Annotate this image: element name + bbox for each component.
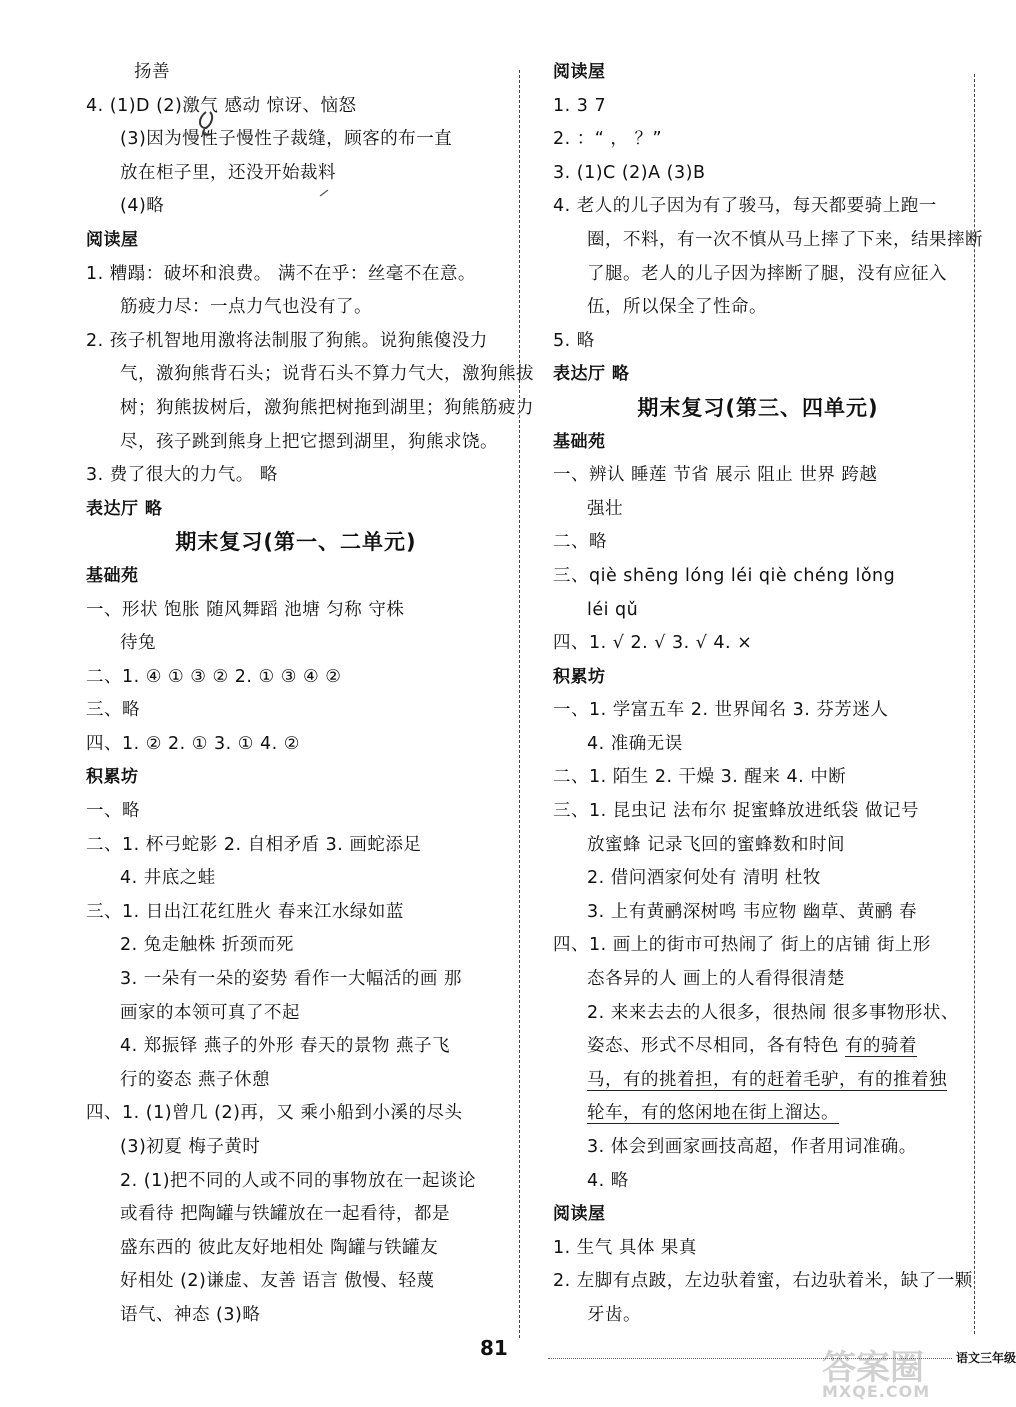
page-edge-line [974, 74, 975, 1334]
answer-line: 1. 生气 具体 果真 [553, 1237, 697, 1258]
answer-line: 画家的本领可真了不起 [120, 1002, 300, 1023]
answer-line: 二、略 [553, 532, 607, 553]
answer-line: 1. 3 7 [553, 95, 607, 116]
answer-line: 2. 孩子机智地用激将法制服了狗熊。说狗熊傻没力 [86, 330, 488, 351]
answer-line: 牙齿。 [587, 1304, 641, 1325]
answer-line: 一、1. 学富五车 2. 世界闻名 3. 芬芳迷人 [553, 700, 889, 721]
section-heading: 积累坊 [86, 767, 139, 788]
answer-line: 4. 略 [587, 1170, 629, 1191]
answer-line: 一、形状 饱胀 随风舞蹈 池塘 匀称 守株 [86, 599, 405, 620]
answer-line: 2. 兔走触株 折颈而死 [120, 935, 294, 956]
handwriting-mark [192, 104, 322, 214]
answer-line: 3. 体会到画家画技高超，作者用词准确。 [587, 1137, 917, 1157]
answer-line: 三、1. 昆虫记 法布尔 捉蜜蜂放进纸袋 做记号 [553, 801, 919, 822]
answer-line: 尽，孩子跳到熊身上把它摁到湖里，狗熊求饶。 [120, 431, 498, 452]
answer-line: 好相处 (2)谦虚、友善 语言 傲慢、轻蔑 [120, 1271, 435, 1292]
section-heading: 阅读屋 [86, 229, 139, 250]
answer-line: 3. 费了很大的力气。 略 [86, 465, 278, 486]
left-column [86, 56, 534, 1333]
answer-line: 3. (1)C (2)A (3)B [553, 162, 706, 183]
answer-line: 了腿。老人的儿子因为摔断了腿，没有应征入 [587, 263, 947, 284]
section-heading: 积累坊 [553, 666, 606, 687]
answer-line: 或看待 把陶罐与铁罐放在一起看待，都是 [120, 1204, 451, 1225]
answer-line: 圈，不料，有一次不慎从马上摔了下来，结果摔断 [587, 229, 983, 250]
answer-line: 放蜜蜂 记录飞回的蜜蜂数和时间 [587, 834, 846, 855]
column-divider [519, 70, 520, 1338]
answer-line: 三、qiè shēng lóng léi qiè chéng lǒng [553, 565, 896, 586]
answer-line: 行的姿态 燕子休憩 [120, 1069, 271, 1090]
answer-line: 4. 井底之蛙 [120, 868, 216, 889]
answer-line: (3)初夏 梅子黄时 [120, 1137, 261, 1157]
answer-line: 2. 来来去去的人很多，很热闹 很多事物形状、 [587, 1002, 959, 1023]
answer-line: 三、略 [86, 700, 140, 721]
answer-line: 四、1. 画上的街市可热闹了 街上的店铺 街上形 [553, 935, 931, 956]
answer-line [553, 1097, 963, 1131]
answer-line: 气，激狗熊背石头；说背石头不算力气大，激狗熊拔 [120, 364, 534, 385]
answer-line: 强壮 [587, 498, 623, 519]
answer-line: 4. (1)D (2)激气 感动 惊讶、恼怒 [86, 95, 357, 116]
watermark-url: MXQE.COM [822, 1382, 931, 1401]
section-heading: 基础苑 [553, 431, 606, 452]
answer-line: 筋疲力尽：一点力气也没有了。 [120, 297, 372, 318]
footer-subject: 语文三年级 [956, 1351, 1016, 1365]
answer-line: 四、1. (1)曾几 (2)再，又 乘小船到小溪的尽头 [86, 1103, 463, 1124]
answer-line: léi qǔ [587, 599, 639, 620]
answer-line: 二、1. 杯弓蛇影 2. 自相矛盾 3. 画蛇添足 [86, 834, 422, 855]
answer-line: 放在柜子里，还没开始裁料 [120, 162, 336, 183]
answer-line: 二、1. ④ ① ③ ② 2. ① ③ ④ ② [86, 666, 342, 687]
answer-line: (4)略 [120, 196, 165, 217]
answer-line: 1. 糟蹋：破坏和浪费。 满不在乎：丝毫不在意。 [86, 263, 476, 284]
answer-line: 4. 郑振铎 燕子的外形 春天的景物 燕子飞 [120, 1036, 450, 1057]
section-heading: 基础苑 [86, 565, 139, 586]
answer-line: 2. 借问酒家何处有 清明 杜牧 [587, 868, 821, 889]
answer-line: 待兔 [120, 633, 156, 654]
answer-line: 伍，所以保全了性命。 [587, 297, 767, 318]
answer-line: 3. 一朵有一朵的姿势 看作一大幅活的画 那 [120, 969, 462, 990]
answer-line: 盛东西的 彼此友好地相处 陶罐与铁罐友 [120, 1237, 439, 1258]
section-heading: 阅读屋 [553, 1204, 606, 1225]
underlined-text: 马，有的挑着担，有的赶着毛驴，有的推着独 [587, 1069, 947, 1090]
right-column [553, 56, 983, 1333]
answer-line: 四、1. √ 2. √ 3. √ 4. × [553, 633, 753, 654]
answer-line: 5. 略 [553, 330, 595, 351]
page-number: 81 [480, 1336, 508, 1360]
answer-line: 4. 准确无误 [587, 733, 683, 754]
answer-line: 树；狗熊拔树后，激狗熊把树拖到湖里；狗熊筋疲力 [120, 397, 534, 418]
chapter-title: 期末复习(第一、二单元) [175, 530, 417, 555]
answer-line: 扬善 [134, 62, 170, 82]
answer-line: 2. (1)把不同的人或不同的事物放在一起谈论 [120, 1170, 477, 1191]
answer-line: 2. ：“ ， ？” [553, 129, 663, 150]
answer-line: 3. 上有黄鹂深树鸣 韦应物 幽草、黄鹂 春 [587, 901, 917, 922]
answer-line: 一、辨认 睡莲 节省 展示 阻止 世界 跨越 [553, 465, 878, 486]
section-heading: 表达厅 略 [553, 364, 630, 385]
answer-line: 2. 左脚有点跛，左边驮着蜜，右边驮着米，缺了一颗 [553, 1271, 973, 1292]
answer-line: 态各异的人 画上的人看得很清楚 [587, 969, 846, 990]
answer-line: 二、1. 陌生 2. 干燥 3. 醒来 4. 中断 [553, 767, 847, 788]
watermark-logo: 答案圈 [822, 1348, 924, 1388]
answer-line: 语气、神态 (3)略 [120, 1304, 261, 1325]
answer-line: 姿态、形式不尽相同，各有特色 有的骑着 [587, 1036, 918, 1057]
section-heading: 表达厅 略 [86, 498, 163, 519]
answer-line [553, 1064, 963, 1098]
answer-line: (3)因为慢性子慢性子裁缝，顾客的布一直 [120, 129, 453, 150]
answer-line: 三、1. 日出江花红胜火 春来江水绿如蓝 [86, 901, 404, 922]
underlined-text: 轮车，有的悠闲地在街上溜达。 [587, 1103, 839, 1124]
answer-line: 4. 老人的儿子因为有了骏马，每天都要骑上跑一 [553, 196, 937, 217]
watermark [812, 1340, 962, 1400]
section-heading: 阅读屋 [553, 62, 606, 82]
answer-line: 一、略 [86, 801, 140, 822]
chapter-title: 期末复习(第三、四单元) [637, 395, 879, 420]
answer-line: 四、1. ② 2. ① 3. ① 4. ② [86, 733, 300, 754]
underlined-text: 有的骑着 [845, 1036, 918, 1057]
